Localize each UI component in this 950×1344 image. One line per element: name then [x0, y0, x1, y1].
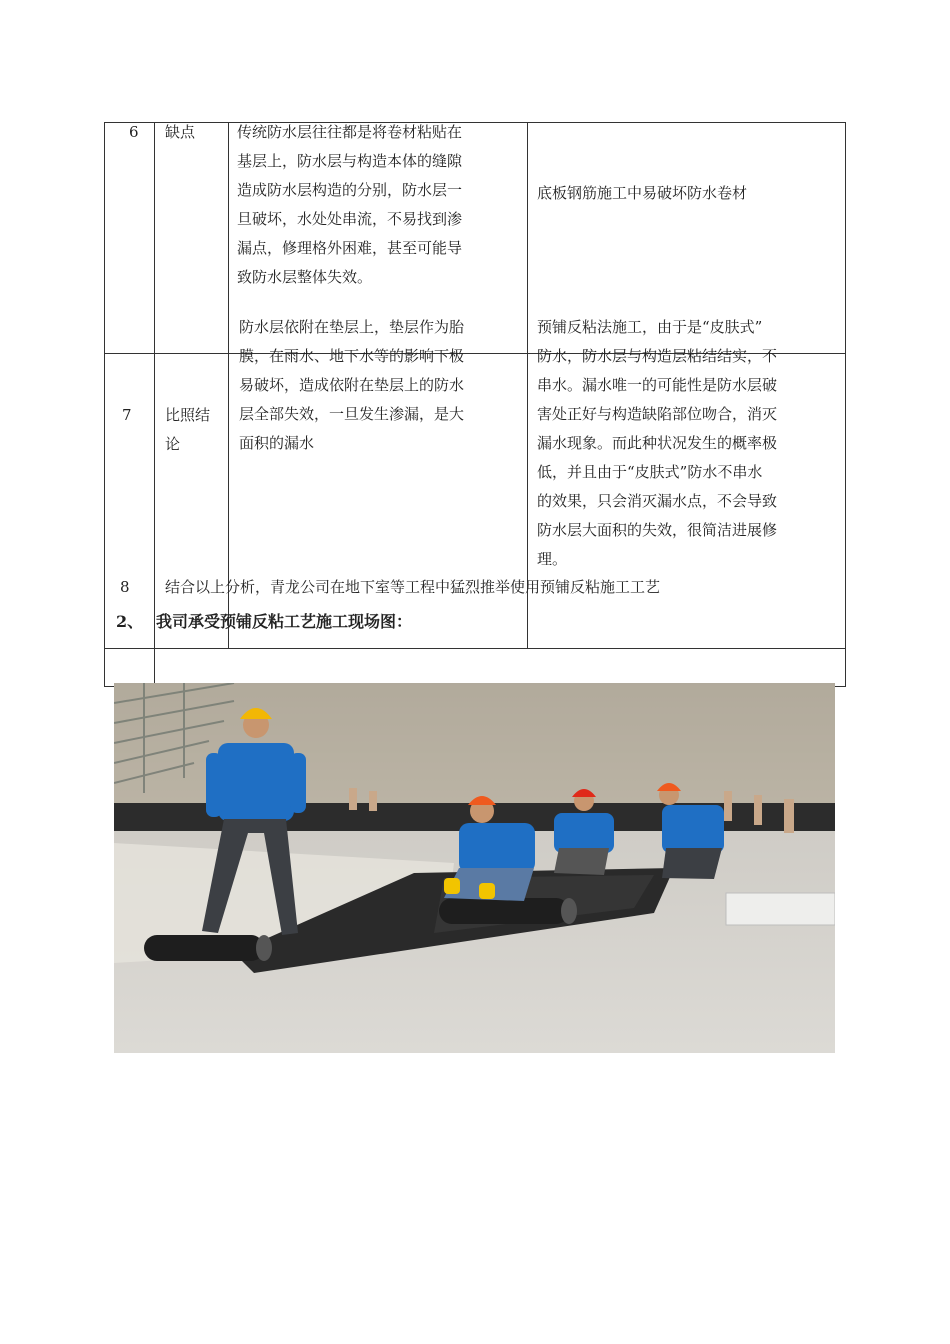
text-line: 易破坏，造成依附在垫层上的防水 [239, 376, 465, 394]
row-number: 7 [122, 406, 132, 424]
text-line: 低，并且由于“皮肤式”防水不串水 [537, 463, 763, 481]
text-line: 漏点，修理格外困难，甚至可能导 [237, 239, 463, 257]
row-label-line: 论 [165, 435, 181, 453]
text-line: 防水，防水层与构造层粘结结实，不 [537, 347, 778, 365]
row-8-conclusion-text: 结合以上分析，青龙公司在地下室等工程中猛烈推举使用预铺反粘施工工艺 [165, 578, 661, 596]
text-line: 造成防水层构造的分别，防水层一 [237, 181, 463, 199]
table-left-border [104, 122, 105, 687]
text-line: 漏水现象。而此种状况发生的概率极 [537, 434, 778, 452]
construction-site-photo [114, 683, 835, 1053]
row-label-line: 比照结 [165, 406, 211, 424]
text-line: 害处正好与构造缺陷部位吻合，消灭 [537, 405, 778, 423]
text-line: 传统防水层往往都是将卷材粘贴在 [237, 123, 463, 141]
column-divider [527, 122, 528, 648]
column-divider [154, 122, 155, 687]
text-line: 面积的漏水 [239, 434, 315, 452]
row-label: 缺点 [165, 123, 196, 141]
text-line: 理。 [537, 550, 568, 568]
text-line: 串水。漏水唯一的可能性是防水层破 [537, 376, 778, 394]
table-right-border [845, 122, 846, 687]
column-divider [228, 122, 229, 648]
row-number: 8 [120, 578, 130, 596]
text-line: 防水层依附在垫层上，垫层作为胎 [239, 318, 465, 336]
row-divider [104, 648, 846, 649]
text-line: 致防水层整体失效。 [237, 268, 373, 286]
text-line: 防水层大面积的失效，很简洁进展修 [537, 521, 778, 539]
section-heading: 我司承受预铺反粘工艺施工现场图： [156, 612, 413, 631]
section-number: 2、 [116, 612, 144, 631]
row-6-compare-text: 底板钢筋施工中易破坏防水卷材 [537, 184, 748, 202]
table-top-border [104, 122, 846, 123]
text-line: 旦破坏，水处处串流，不易找到渗 [237, 210, 463, 228]
text-line: 的效果，只会消灭漏水点，不会导致 [537, 492, 778, 510]
text-line: 基层上，防水层与构造本体的缝隙 [237, 152, 463, 170]
row-number: 6 [129, 123, 139, 141]
text-line: 层全部失效，一旦发生渗漏，是大 [239, 405, 465, 423]
text-line: 膜，在雨水、地下水等的影响下极 [239, 347, 465, 365]
text-line: 预铺反粘法施工，由于是“皮肤式” [537, 318, 763, 336]
